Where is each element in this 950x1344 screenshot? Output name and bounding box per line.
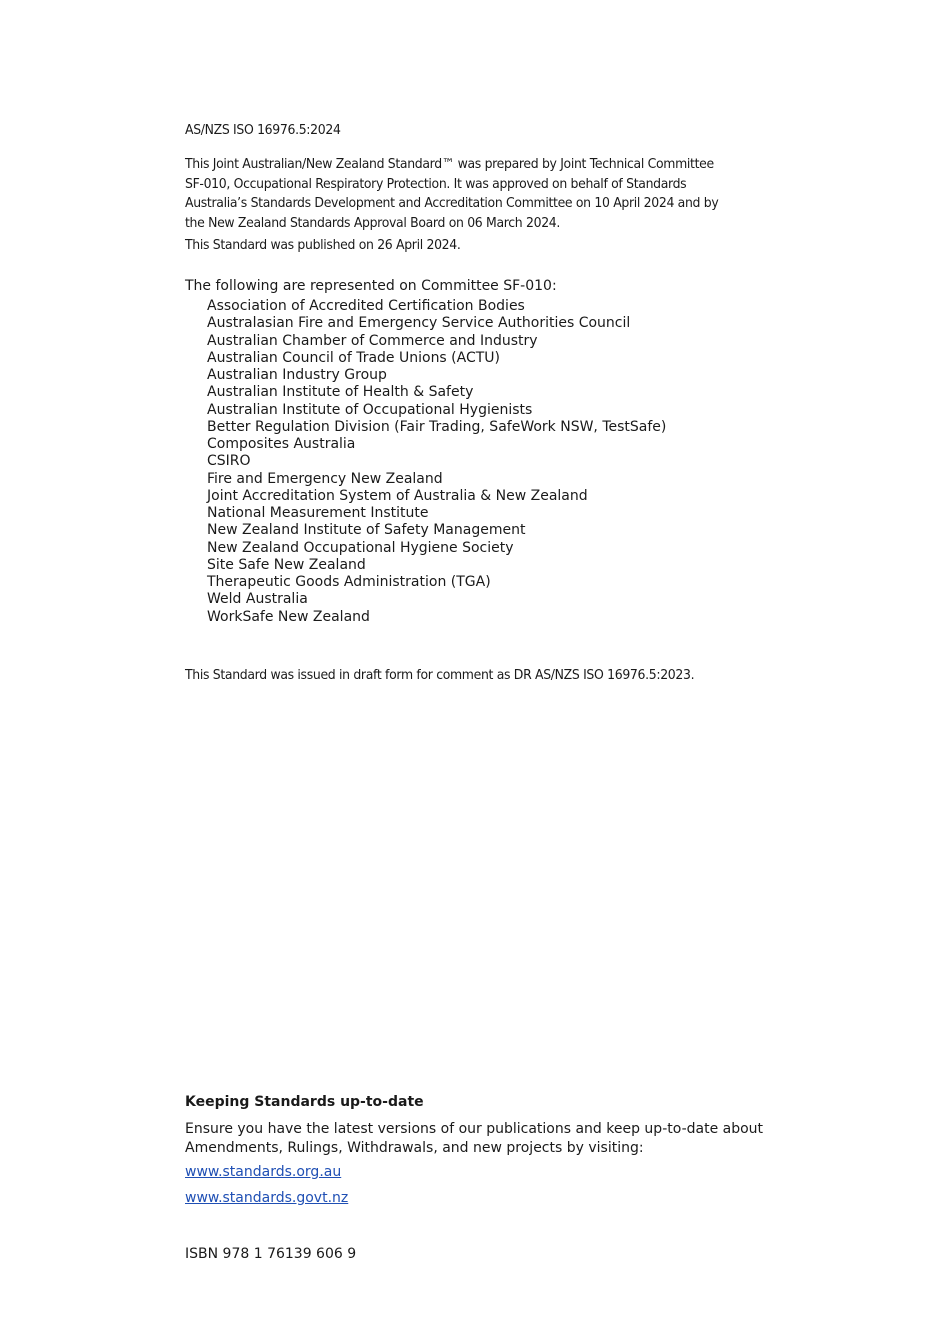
keeping-body-line: Amendments, Rulings, Withdrawals, and new projects by visiting: xyxy=(185,1140,644,1156)
committee-member: Australasian Fire and Emergency Service Authorities Council xyxy=(207,315,631,332)
keeping-up-to-date-heading: Keeping Standards up-to-date xyxy=(185,1094,424,1110)
committee-member: Australian Industry Group xyxy=(207,367,387,383)
committee-member: New Zealand Occupational Hygiene Society xyxy=(207,539,514,556)
committee-member: Site Safe New Zealand xyxy=(207,556,366,573)
committee-member: Australian Chamber of Commerce and Industry xyxy=(207,332,538,349)
committee-member: WorkSafe New Zealand xyxy=(207,608,370,625)
isbn: ISBN 978 1 76139 606 9 xyxy=(185,1246,357,1262)
publication-date: This Standard was published on 26 April 2024. xyxy=(185,238,461,253)
standards-nz-link[interactable]: www.standards.govt.nz xyxy=(185,1190,349,1206)
preparation-statement xyxy=(185,155,718,233)
keeping-up-to-date-body xyxy=(185,1120,763,1158)
preparation-line: the New Zealand Standards Approval Board on 06 March 2024. xyxy=(185,215,561,231)
committee-member-list xyxy=(207,298,666,626)
keeping-body-line: Ensure you have the latest versions of our publications and keep up-to-date about xyxy=(185,1121,764,1137)
committee-member: Therapeutic Goods Administration (TGA) xyxy=(207,574,491,590)
document-id: AS/NZS ISO 16976.5:2024 xyxy=(185,123,341,138)
committee-member: Association of Accredited Certification Bodies xyxy=(207,298,525,314)
committee-member: National Measurement Institute xyxy=(207,505,429,521)
committee-member: Joint Accreditation System of Australia & New Zealand xyxy=(207,487,588,504)
preparation-line: This Joint Australian/New Zealand Standard™ was prepared by Joint Technical Committee xyxy=(185,157,714,172)
committee-member: Australian Council of Trade Unions (ACTU) xyxy=(207,349,501,366)
committee-member: Better Regulation Division (Fair Trading, SafeWork NSW, TestSafe) xyxy=(207,418,667,435)
committee-member: New Zealand Institute of Safety Management xyxy=(207,522,526,539)
committee-member: Fire and Emergency New Zealand xyxy=(207,470,443,487)
standards-australia-link[interactable]: www.standards.org.au xyxy=(185,1164,342,1180)
committee-intro: The following are represented on Committee SF-010: xyxy=(185,278,557,294)
committee-member: Australian Institute of Health & Safety xyxy=(207,384,474,401)
draft-note: This Standard was issued in draft form for comment as DR AS/NZS ISO 16976.5:2023. xyxy=(185,668,695,683)
preparation-line: SF-010, Occupational Respiratory Protection. It was approved on behalf of Standards xyxy=(185,176,687,192)
committee-member: Composites Australia xyxy=(207,436,356,452)
committee-member: CSIRO xyxy=(207,453,251,470)
committee-member: Australian Institute of Occupational Hygienists xyxy=(207,401,533,418)
committee-member: Weld Australia xyxy=(207,591,308,608)
preparation-line: Australia’s Standards Development and Accreditation Committee on 10 April 2024 and by xyxy=(185,196,719,211)
